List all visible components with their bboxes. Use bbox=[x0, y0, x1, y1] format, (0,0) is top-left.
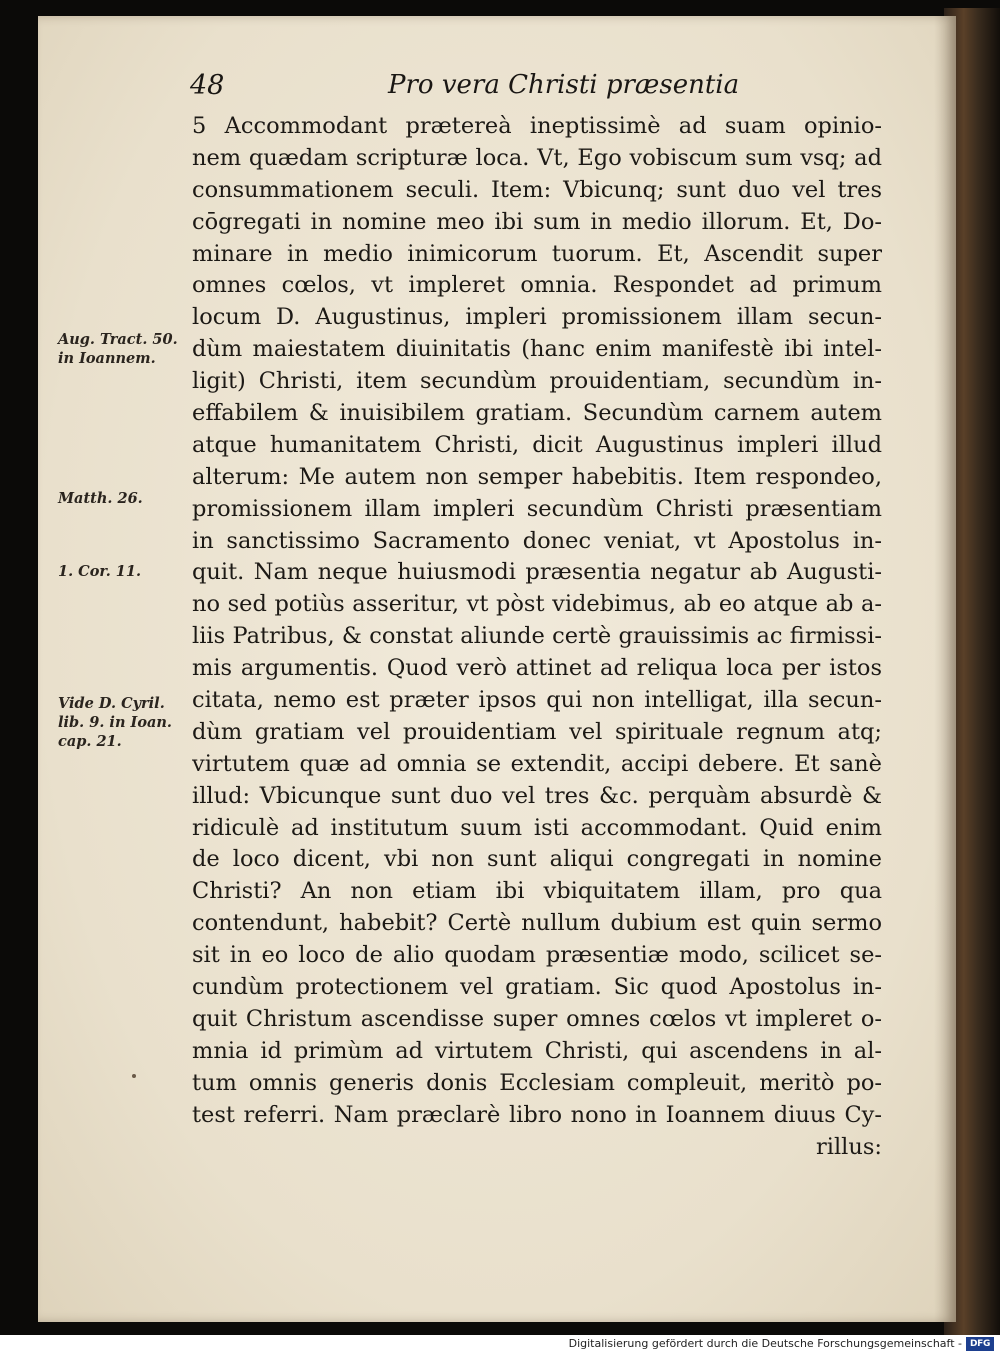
text-line: in sanctissimo Sacramento donec veniat, vt Apostolus in- bbox=[192, 527, 882, 554]
margin-note-augustine bbox=[58, 330, 198, 368]
text-line: quit Christum ascendisse super omnes cœlos vt impleret o- bbox=[192, 1005, 882, 1032]
margin-note-line: 1. Cor. 11. bbox=[58, 563, 142, 580]
text-line: cōgregati in nomine meo ibi sum in medio illorum. Et, Do- bbox=[192, 208, 882, 235]
text-line: virtutem quæ ad omnia se extendit, accipi debere. Et sanè bbox=[192, 750, 882, 777]
margin-note-line: Matth. 26. bbox=[58, 490, 143, 507]
text-line: no sed potiùs asseritur, vt pòst videbimus, ab eo atque ab a- bbox=[192, 591, 882, 618]
text-line: dùm maiestatem diuinitatis (hanc enim manifestè ibi intel- bbox=[192, 336, 882, 363]
text-line: atque humanitatem Christi, dicit Augustinus impleri illud bbox=[192, 431, 882, 458]
main-text bbox=[192, 111, 882, 1163]
text-line: citata, nemo est præter ipsos qui non intelligat, illa secun- bbox=[192, 687, 882, 714]
margin-note-line: Aug. Tract. 50. bbox=[58, 331, 178, 348]
text-line: ridiculè ad institutum suum isti accommodant. Quid enim bbox=[192, 814, 882, 841]
text-line: mis argumentis. Quod verò attinet ad reliqua loca per istos bbox=[192, 655, 882, 682]
margin-note-line: in Ioannem. bbox=[58, 350, 156, 367]
text-line: ligit) Christi, item secundùm prouidentiam, secundùm in- bbox=[192, 368, 882, 395]
margin-note-line: lib. 9. in Ioan. bbox=[58, 714, 172, 731]
margin-note-matthew bbox=[58, 489, 198, 508]
text-line: omnes cœlos, vt impleret omnia. Respondet ad primum bbox=[192, 272, 882, 299]
text-line: Christi? An non etiam ibi vbiquitatem illam, pro qua bbox=[192, 878, 882, 905]
margin-note-corinthians bbox=[58, 562, 198, 581]
margin-note-cyril bbox=[58, 694, 198, 751]
text-line-catchword: rillus: bbox=[816, 1133, 882, 1160]
ink-speck bbox=[132, 1074, 136, 1078]
text-line: 5 Accommodant prætereà ineptissimè ad suam opinio- bbox=[192, 113, 882, 139]
running-head: Pro vera Christi præsentia bbox=[388, 70, 740, 100]
text-line: quit. Nam neque huiusmodi præsentia negatur ab Augusti- bbox=[192, 559, 882, 586]
text-line: contendunt, habebit? Certè nullum dubium est quin sermo bbox=[192, 910, 882, 937]
text-line: cundùm protectionem vel gratiam. Sic quod Apostolus in- bbox=[192, 974, 882, 1001]
gutter-shadow bbox=[934, 16, 956, 1322]
margin-note-line: cap. 21. bbox=[58, 733, 122, 750]
page-number: 48 bbox=[190, 70, 225, 101]
text-line: mnia id primùm ad virtutem Christi, qui ascendens in al- bbox=[192, 1037, 882, 1064]
text-line: illud: Vbicunque sunt duo vel tres &c. perquàm absurdè & bbox=[192, 782, 882, 809]
text-line: dùm gratiam vel prouidentiam vel spirituale regnum atq; bbox=[192, 718, 882, 745]
text-line: effabilem & inuisibilem gratiam. Secundùm carnem autem bbox=[192, 400, 882, 427]
text-line: minare in medio inimicorum tuorum. Et, Ascendit super bbox=[192, 240, 882, 267]
text-line: promissionem illam impleri secundùm Christi præsentiam bbox=[192, 495, 882, 522]
text-line: consummationem seculi. Item: Vbicunq; sunt duo vel tres bbox=[192, 176, 882, 203]
footer-bar bbox=[0, 1335, 1000, 1354]
text-line: locum D. Augustinus, impleri promissionem illam secun- bbox=[192, 304, 882, 331]
text-line: sit in eo loco de alio quodam præsentiæ modo, scilicet se- bbox=[192, 942, 882, 969]
text-line: tum omnis generis donis Ecclesiam compleuit, meritò po- bbox=[192, 1069, 882, 1096]
footer-credit: Digitalisierung gefördert durch die Deutsche Forschungsgemeinschaft - bbox=[568, 1337, 962, 1350]
text-line: alterum: Me autem non semper habebitis. Item respondeo, bbox=[192, 463, 882, 490]
dfg-logo: DFG bbox=[966, 1337, 994, 1351]
text-line: nem quædam scripturæ loca. Vt, Ego vobiscum sum vsq; ad bbox=[192, 144, 882, 171]
text-line: liis Patribus, & constat aliunde certè grauissimis ac firmissi- bbox=[192, 623, 882, 650]
margin-note-line: Vide D. Cyril. bbox=[58, 695, 165, 712]
text-line: test referri. Nam præclarè libro nono in Ioannem diuus Cy- bbox=[192, 1101, 882, 1128]
text-line: de loco dicent, vbi non sunt aliqui congregati in nomine bbox=[192, 846, 882, 873]
